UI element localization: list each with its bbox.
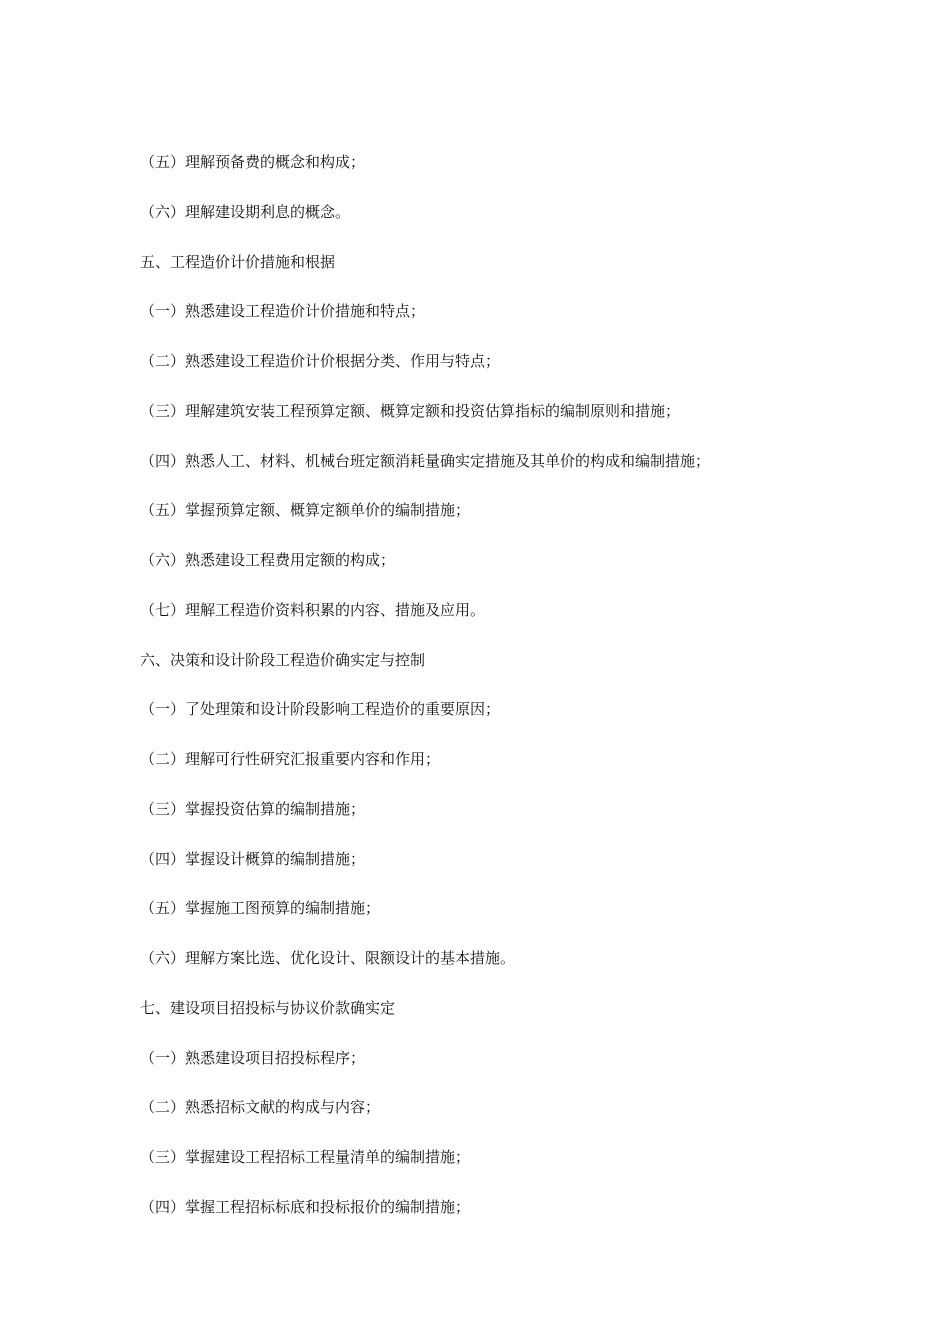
list-item: （五）掌握预算定额、概算定额单价的编制措施； xyxy=(140,501,471,519)
section-heading: 六、决策和设计阶段工程造价确实定与控制 xyxy=(140,651,426,669)
list-item: （一）熟悉建设项目招投标程序； xyxy=(140,1049,366,1067)
list-item: （六）理解建设期利息的概念。 xyxy=(140,203,351,221)
list-item: （三）掌握投资估算的编制措施； xyxy=(140,800,366,818)
list-item: （三）掌握建设工程招标工程量清单的编制措施； xyxy=(140,1148,471,1166)
list-item: （二）熟悉建设工程造价计价根据分类、作用与特点； xyxy=(140,352,501,370)
list-item: （四）掌握设计概算的编制措施； xyxy=(140,850,366,868)
list-item: （七）理解工程造价资料积累的内容、措施及应用。 xyxy=(140,601,486,619)
list-item: （二）理解可行性研究汇报重要内容和作用； xyxy=(140,750,441,768)
list-item: （六）熟悉建设工程费用定额的构成； xyxy=(140,551,396,569)
list-item: （五）理解预备费的概念和构成； xyxy=(140,153,366,171)
list-item: （四）掌握工程招标标底和投标报价的编制措施； xyxy=(140,1198,471,1216)
list-item: （四）熟悉人工、材料、机械台班定额消耗量确实定措施及其单价的构成和编制措施； xyxy=(140,452,711,470)
list-item: （六）理解方案比选、优化设计、限额设计的基本措施。 xyxy=(140,949,516,967)
list-item: （一）了处理策和设计阶段影响工程造价的重要原因； xyxy=(140,700,501,718)
section-heading: 七、建设项目招投标与协议价款确实定 xyxy=(140,999,396,1017)
list-item: （三）理解建筑安装工程预算定额、概算定额和投资估算指标的编制原则和措施； xyxy=(140,402,681,420)
list-item: （一）熟悉建设工程造价计价措施和特点； xyxy=(140,302,426,320)
list-item: （五）掌握施工图预算的编制措施； xyxy=(140,899,381,917)
list-item: （二）熟悉招标文献的构成与内容； xyxy=(140,1098,381,1116)
section-heading: 五、工程造价计价措施和根据 xyxy=(140,253,336,271)
